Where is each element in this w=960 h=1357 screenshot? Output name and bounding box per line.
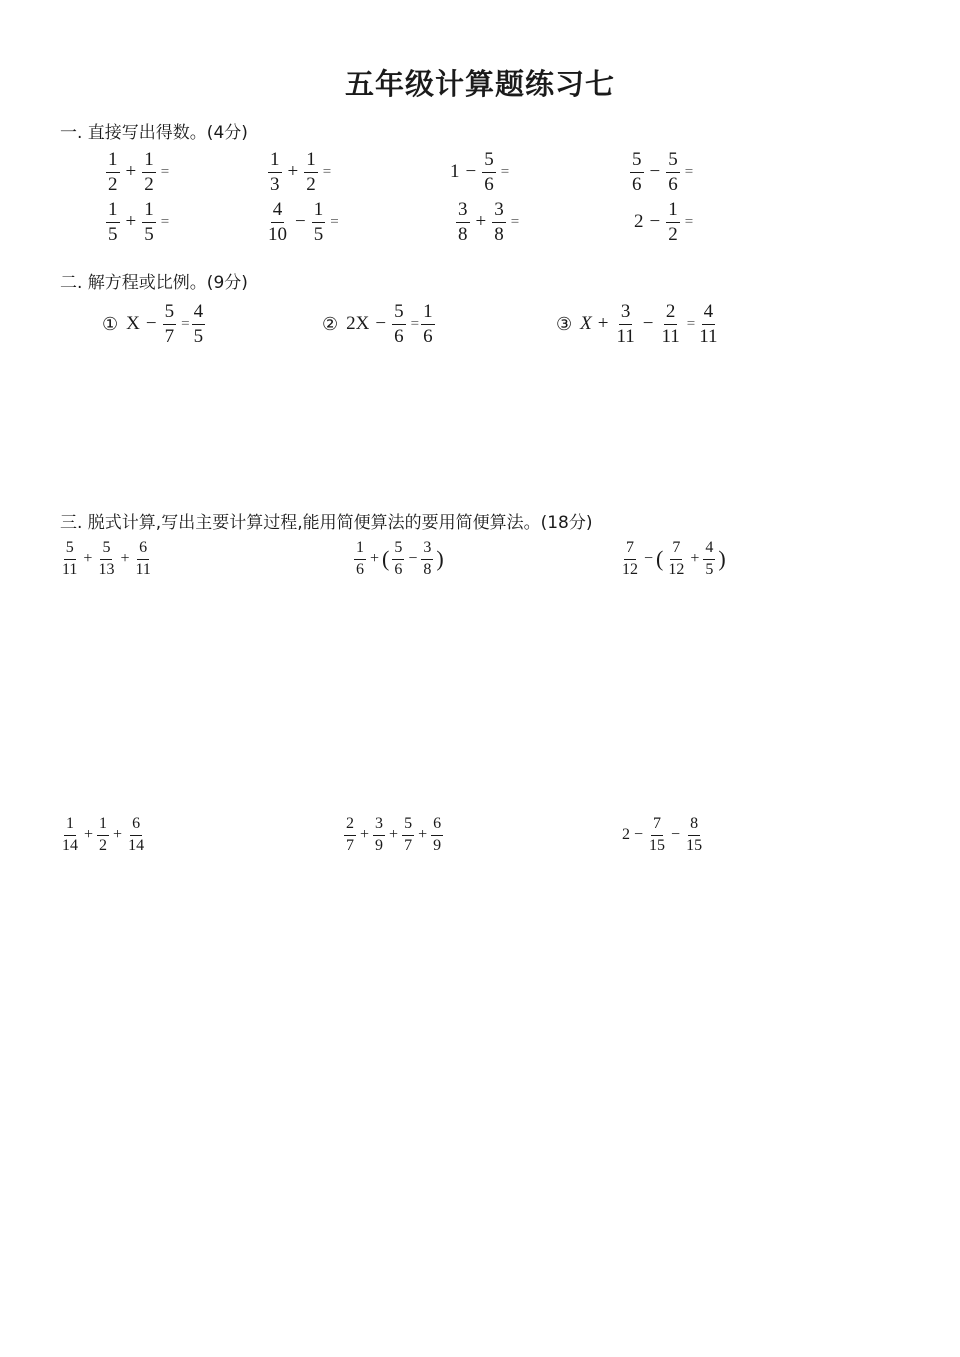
operator: +: [120, 550, 130, 568]
numerator: 1: [268, 150, 282, 173]
numerator: 8: [688, 816, 700, 836]
denominator: 11: [661, 325, 680, 347]
fraction: [373, 816, 385, 855]
equals-sign: =: [686, 315, 696, 332]
numerator: 1: [106, 150, 120, 173]
numerator: 3: [421, 540, 433, 560]
s3-expr-5: [342, 816, 445, 855]
fraction: [142, 200, 156, 245]
term: 2: [634, 211, 644, 233]
parenthesis: ): [718, 546, 726, 572]
denominator: 5: [108, 223, 118, 245]
s1-expr-5: [104, 200, 169, 245]
s3-expr-6: [622, 816, 706, 855]
denominator: 12: [668, 560, 685, 578]
fraction: [666, 200, 680, 245]
numerator: 7: [651, 816, 663, 836]
denominator: 2: [108, 173, 118, 195]
numerator: 1: [421, 302, 435, 325]
denominator: 9: [375, 836, 384, 854]
term: 2: [622, 826, 630, 844]
operator: −: [295, 211, 306, 233]
fraction: [304, 150, 318, 195]
equals-sign: =: [330, 213, 339, 230]
s1-expr-1: [104, 150, 169, 195]
numerator: 7: [670, 540, 682, 560]
fraction: [106, 200, 120, 245]
equals-sign: =: [684, 213, 694, 230]
numerator: 5: [392, 302, 406, 325]
numerator: 5: [392, 540, 404, 560]
denominator: 8: [494, 223, 504, 245]
fraction: [492, 200, 506, 245]
denominator: 6: [632, 173, 642, 195]
operator: +: [84, 826, 94, 844]
fraction: [703, 540, 715, 579]
fraction: [647, 816, 667, 855]
numerator: 3: [492, 200, 506, 223]
denominator: 11: [62, 560, 78, 578]
denominator: 6: [423, 325, 433, 347]
fraction: [163, 302, 177, 347]
fraction: [96, 540, 116, 579]
fraction: [402, 816, 414, 855]
operator: +: [418, 826, 428, 844]
numerator: 6: [130, 816, 142, 836]
term: 2X: [346, 313, 370, 335]
denominator: 6: [394, 325, 404, 347]
denominator: 6: [356, 560, 364, 578]
denominator: 11: [699, 325, 718, 347]
denominator: 5: [705, 560, 714, 578]
denominator: 7: [404, 836, 413, 854]
numerator: 1: [354, 540, 366, 560]
operator: +: [690, 550, 700, 568]
operator: −: [671, 826, 681, 844]
fraction: [482, 150, 496, 195]
fraction: [312, 200, 326, 245]
denominator: 8: [423, 560, 432, 578]
denominator: 15: [686, 836, 703, 854]
s1-expr-7: [454, 200, 519, 245]
numerator: 4: [703, 540, 715, 560]
fraction: [354, 540, 366, 579]
denominator: 12: [622, 560, 638, 578]
numerator: 6: [431, 816, 443, 836]
term: 1: [450, 161, 460, 183]
s3-expr-3: [618, 540, 727, 579]
fraction: [60, 540, 79, 579]
denominator: 2: [99, 836, 108, 854]
operator: −: [649, 161, 661, 183]
fraction: [392, 302, 406, 347]
fraction: [344, 816, 356, 855]
operator: −: [642, 313, 654, 335]
fraction: [697, 302, 719, 347]
numerator: 5: [100, 540, 112, 560]
parenthesis: (: [656, 546, 664, 572]
denominator: 2: [668, 223, 678, 245]
operator: −: [145, 313, 157, 335]
operator: +: [597, 313, 609, 335]
fraction: [456, 200, 470, 245]
denominator: 5: [313, 223, 324, 245]
operator: +: [360, 826, 370, 844]
fraction: [659, 302, 681, 347]
denominator: 6: [394, 560, 403, 578]
s3-expr-2: [352, 540, 445, 579]
parenthesis: (: [382, 546, 390, 572]
variable: X: [580, 313, 592, 335]
denominator: 11: [616, 325, 635, 347]
numerator: 3: [619, 302, 633, 325]
numerator: 1: [312, 200, 326, 223]
numerator: 7: [624, 540, 636, 560]
denominator: 2: [144, 173, 154, 195]
s1-expr-3: [450, 150, 509, 195]
numerator: 1: [97, 816, 109, 836]
fraction: [142, 150, 156, 195]
operator: −: [408, 550, 418, 568]
numerator: 2: [664, 302, 678, 325]
fraction: [431, 816, 443, 855]
equals-sign: =: [160, 213, 170, 230]
equals-sign: =: [510, 213, 520, 230]
s1-expr-8: [634, 200, 693, 245]
denominator: 6: [668, 173, 678, 195]
s1-expr-6: [264, 200, 339, 245]
operator: −: [465, 161, 477, 183]
numerator: 5: [64, 540, 76, 560]
operator: +: [113, 826, 123, 844]
denominator: 6: [484, 173, 494, 195]
numerator: 5: [630, 150, 644, 173]
equals-sign: =: [322, 163, 332, 180]
numerator: 1: [142, 150, 156, 173]
fraction: [192, 302, 206, 347]
denominator: 2: [306, 173, 316, 195]
operator: +: [287, 161, 299, 183]
fraction: [666, 540, 686, 579]
denominator: 7: [164, 325, 175, 347]
equals-sign: =: [684, 163, 694, 180]
fraction: [630, 150, 644, 195]
fraction: [266, 200, 289, 245]
operator: +: [83, 550, 93, 568]
numerator: 4: [702, 302, 716, 325]
numerator: 4: [271, 200, 285, 223]
s1-expr-2: [266, 150, 331, 195]
operator: +: [370, 550, 380, 568]
numerator: 4: [192, 302, 206, 325]
parenthesis: ): [436, 546, 444, 572]
section-1-heading: 一. 直接写出得数。(4分): [60, 123, 248, 143]
denominator: 10: [268, 223, 287, 245]
fraction: [620, 540, 640, 579]
equals-sign: =: [410, 315, 420, 332]
fraction: [421, 540, 433, 579]
denominator: 11: [135, 560, 151, 578]
fraction: [421, 302, 435, 347]
denominator: 13: [98, 560, 115, 578]
section-2-heading: 二. 解方程或比例。(9分): [60, 273, 248, 293]
operator: +: [389, 826, 399, 844]
operator: −: [634, 826, 644, 844]
equation-label: ①: [102, 313, 119, 335]
s3-expr-4: [58, 816, 148, 855]
numerator: 2: [344, 816, 356, 836]
denominator: 5: [144, 223, 154, 245]
denominator: 7: [346, 836, 354, 854]
denominator: 3: [270, 173, 280, 195]
denominator: 14: [62, 836, 78, 854]
numerator: 3: [456, 200, 470, 223]
numerator: 5: [482, 150, 496, 173]
denominator: 15: [649, 836, 666, 854]
operator: +: [475, 211, 487, 233]
fraction: [97, 816, 109, 855]
operator: −: [375, 313, 387, 335]
section-3-heading: 三. 脱式计算,写出主要计算过程,能用简便算法的要用简便算法。(18分): [60, 513, 593, 533]
numerator: 3: [373, 816, 385, 836]
fraction: [60, 816, 80, 855]
fraction: [126, 816, 146, 855]
numerator: 1: [64, 816, 76, 836]
s2-equation-1: [102, 302, 207, 347]
operator: −: [649, 211, 661, 233]
numerator: 5: [666, 150, 680, 173]
numerator: 5: [163, 302, 177, 325]
denominator: 9: [433, 836, 442, 854]
s2-equation-3: [556, 302, 722, 347]
fraction: [133, 540, 152, 579]
numerator: 1: [142, 200, 156, 223]
s1-expr-4: [628, 150, 693, 195]
numerator: 1: [106, 200, 120, 223]
equation-label: ②: [322, 313, 339, 335]
denominator: 5: [193, 325, 204, 347]
denominator: 14: [128, 836, 145, 854]
equals-sign: =: [500, 163, 510, 180]
operator: +: [125, 161, 137, 183]
numerator: 6: [137, 540, 149, 560]
numerator: 1: [304, 150, 318, 173]
fraction: [392, 540, 404, 579]
equals-sign: =: [160, 163, 170, 180]
fraction: [666, 150, 680, 195]
fraction: [268, 150, 282, 195]
numerator: 1: [666, 200, 680, 223]
fraction: [614, 302, 636, 347]
fraction: [106, 150, 120, 195]
page-title: 五年级计算题练习七: [344, 67, 615, 101]
s2-equation-2: [322, 302, 437, 347]
denominator: 8: [458, 223, 468, 245]
s3-expr-1: [58, 540, 155, 579]
operator: −: [644, 550, 654, 568]
fraction: [684, 816, 704, 855]
equation-label: ③: [556, 313, 573, 335]
operator: +: [125, 211, 137, 233]
term: X: [126, 313, 140, 335]
equals-sign: =: [181, 315, 190, 332]
numerator: 5: [402, 816, 414, 836]
